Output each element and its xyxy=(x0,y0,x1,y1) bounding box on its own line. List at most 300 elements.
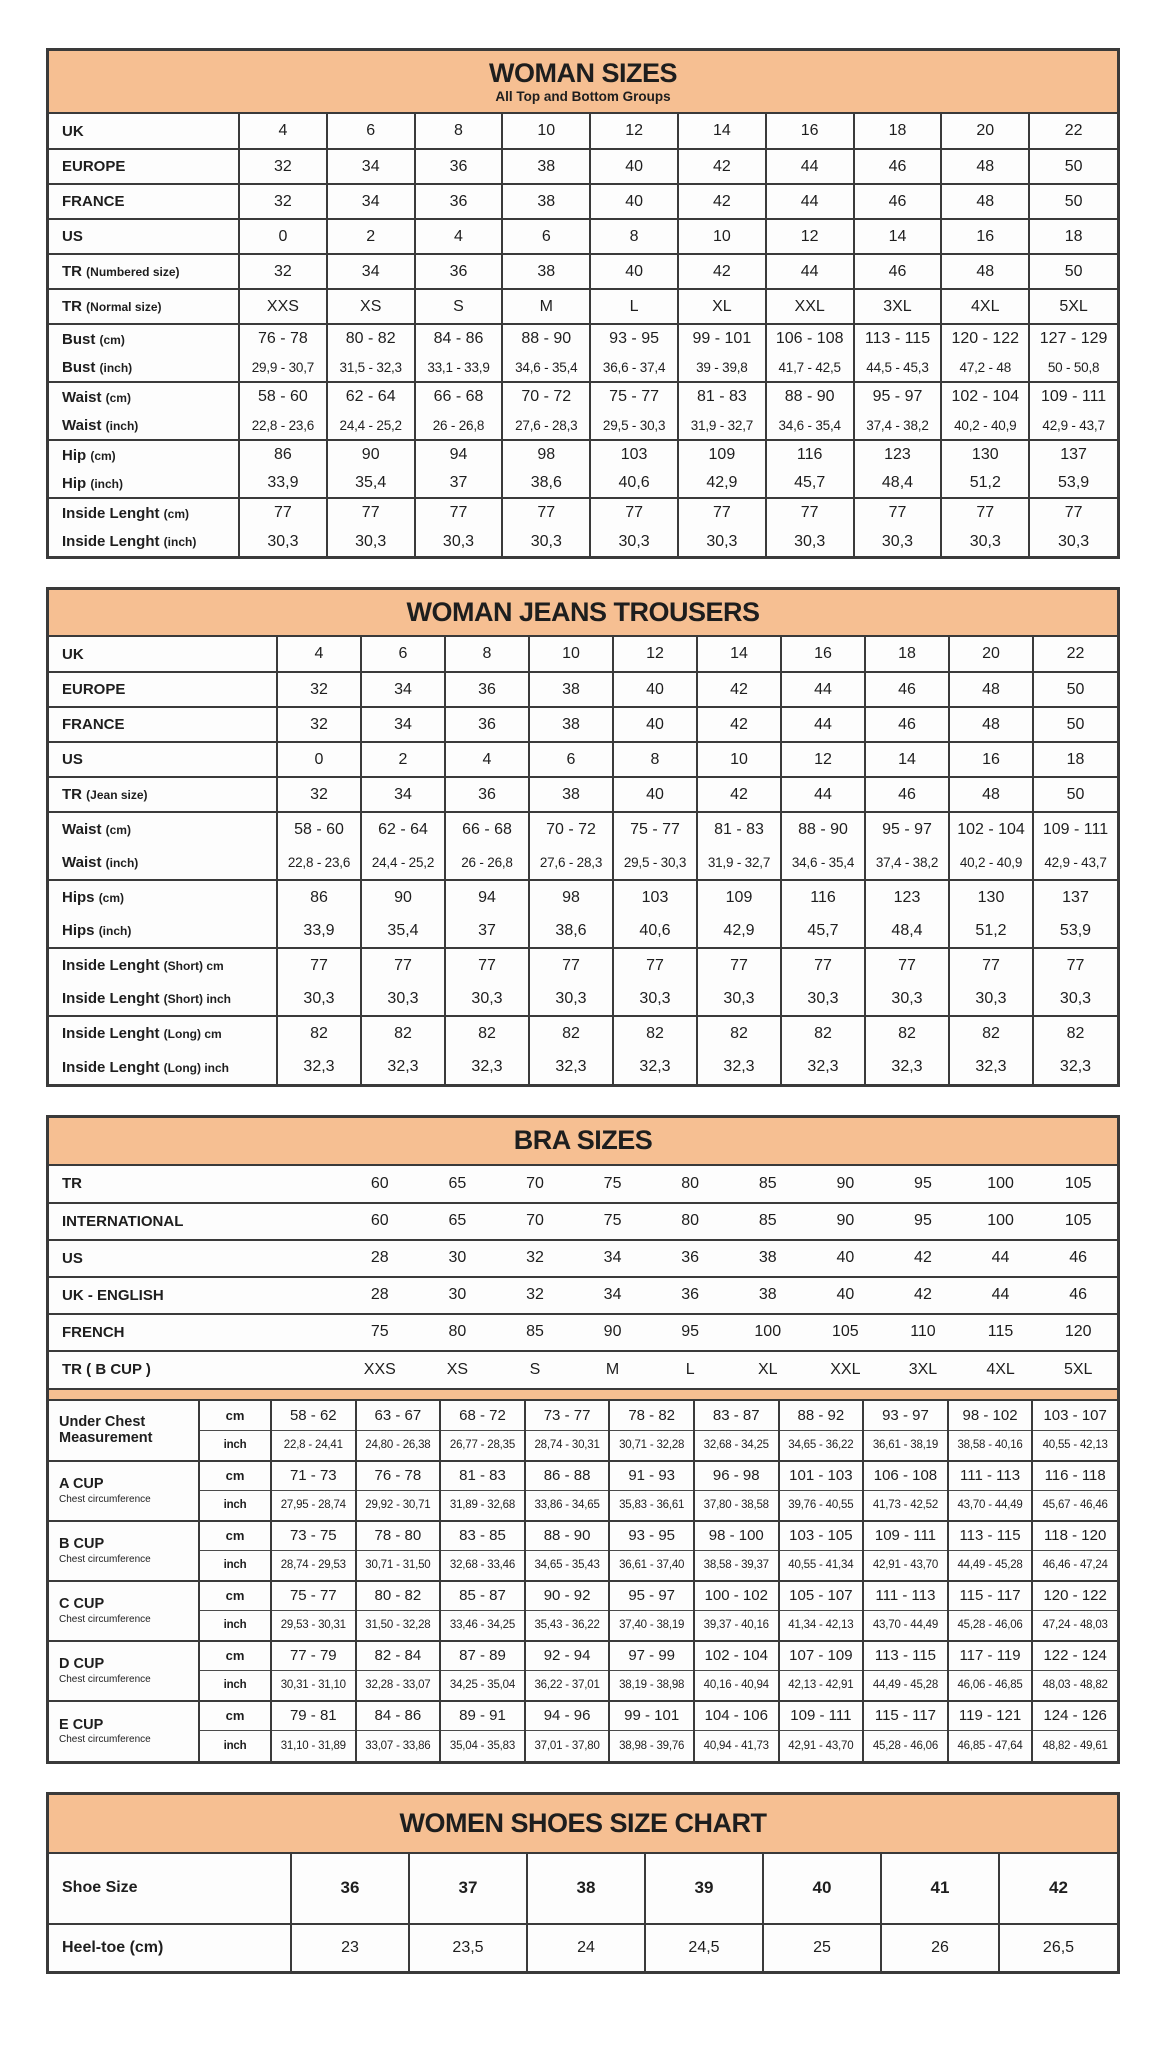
size-value-cell: 30,3 xyxy=(613,982,697,1016)
size-value-cell: 41,73 - 42,52 xyxy=(863,1491,948,1521)
size-value-cell: 77 xyxy=(502,498,590,527)
row-label-main: Waist xyxy=(62,388,102,406)
size-value-cell: 32 xyxy=(277,777,361,812)
row-label-note: (cm) xyxy=(98,891,125,906)
size-value-cell: 100 - 102 xyxy=(694,1581,779,1611)
size-value-cell: 2 xyxy=(361,742,445,777)
row-label-main: TR xyxy=(62,786,82,804)
size-value-cell: 77 xyxy=(1033,948,1117,982)
size-value-cell: S xyxy=(496,1351,574,1388)
size-value-cell: 109 - 111 xyxy=(1033,812,1117,846)
table-row xyxy=(49,498,1117,527)
row-label xyxy=(49,1240,341,1277)
size-value-cell: 124 - 126 xyxy=(1032,1701,1117,1731)
size-value-cell: 3XL xyxy=(884,1351,962,1388)
size-value-cell: 33,1 - 33,9 xyxy=(415,353,503,382)
size-value-cell: 102 - 104 xyxy=(941,382,1029,411)
size-value-cell: 38,19 - 38,98 xyxy=(609,1671,694,1701)
size-value-cell: 30,3 xyxy=(1029,527,1117,556)
cup-label xyxy=(49,1401,199,1461)
size-value-cell: 90 - 92 xyxy=(525,1581,610,1611)
table-row xyxy=(49,1203,1117,1240)
size-value-cell: 18 xyxy=(865,637,949,672)
size-value-cell: 44 xyxy=(781,707,865,742)
size-value-cell: 48 xyxy=(941,184,1029,219)
size-value-cell: 37,40 - 38,19 xyxy=(609,1611,694,1641)
size-value-cell: 73 - 77 xyxy=(525,1401,610,1431)
size-value-cell: 5XL xyxy=(1039,1351,1117,1388)
size-value-cell: 38 xyxy=(502,184,590,219)
size-value-cell: 33,46 - 34,25 xyxy=(440,1611,525,1641)
size-value-cell: 106 - 108 xyxy=(863,1461,948,1491)
cup-label-sub: Chest circumference xyxy=(59,1613,151,1625)
size-value-cell: 36 xyxy=(291,1854,409,1924)
row-label xyxy=(49,1016,277,1050)
table-title: WOMAN SIZES xyxy=(489,58,677,88)
table-row xyxy=(49,469,1117,498)
bra-sizes-section xyxy=(46,1115,1120,1763)
size-value-cell: 32,68 - 33,46 xyxy=(440,1551,525,1581)
row-label xyxy=(49,219,239,254)
row-label xyxy=(49,527,239,556)
size-value-cell: 30,3 xyxy=(781,982,865,1016)
size-value-cell: 109 xyxy=(697,880,781,914)
unit-cell: inch xyxy=(199,1731,271,1761)
row-label xyxy=(49,777,277,812)
size-value-cell: 8 xyxy=(613,742,697,777)
table-row xyxy=(49,353,1117,382)
size-value-cell: 38 xyxy=(527,1854,645,1924)
table-row xyxy=(49,742,1117,777)
size-value-cell: 46 xyxy=(865,777,949,812)
size-value-cell: 12 xyxy=(590,114,678,149)
size-value-cell: 50 xyxy=(1029,149,1117,184)
row-label xyxy=(49,1854,291,1924)
size-value-cell: 130 xyxy=(949,880,1033,914)
size-value-cell: 42 xyxy=(678,254,766,289)
row-label-main: EUROPE xyxy=(62,681,126,699)
size-value-cell: 6 xyxy=(529,742,613,777)
size-value-cell: XXS xyxy=(239,289,327,324)
row-label-main: Waist xyxy=(62,416,102,434)
table-row xyxy=(49,149,1117,184)
size-value-cell: 35,43 - 36,22 xyxy=(525,1611,610,1641)
table-row xyxy=(49,1641,1117,1671)
size-value-cell: 4 xyxy=(415,219,503,254)
row-label-note: (cm) xyxy=(105,823,131,838)
row-label-main: Bust xyxy=(62,358,96,376)
size-value-cell: 24,4 - 25,2 xyxy=(361,846,445,880)
size-value-cell: 32,3 xyxy=(1033,1050,1117,1084)
size-value-cell: 27,6 - 28,3 xyxy=(529,846,613,880)
row-label-note: (Numbered size) xyxy=(86,265,180,280)
table-row xyxy=(49,1461,1117,1491)
size-value-cell: 31,5 - 32,3 xyxy=(327,353,415,382)
row-label-note: (Jean size) xyxy=(86,788,148,803)
size-value-cell: 32,3 xyxy=(277,1050,361,1084)
cup-label-sub: Chest circumference xyxy=(59,1673,151,1685)
size-value-cell: 46,06 - 46,85 xyxy=(948,1671,1033,1701)
size-value-cell: 44 xyxy=(766,149,854,184)
size-value-cell: 4 xyxy=(445,742,529,777)
size-value-cell: 120 - 122 xyxy=(1032,1581,1117,1611)
row-label-main: Inside Lenght xyxy=(62,1025,160,1043)
size-value-cell: 98 xyxy=(529,880,613,914)
size-value-cell: 20 xyxy=(949,637,1033,672)
table-title: WOMAN JEANS TROUSERS xyxy=(406,597,760,628)
size-value-cell: 29,9 - 30,7 xyxy=(239,353,327,382)
size-value-cell: 40 xyxy=(613,777,697,812)
size-value-cell: 18 xyxy=(854,114,942,149)
size-value-cell: 80 xyxy=(681,1174,700,1192)
size-value-cell: 100 xyxy=(987,1174,1014,1192)
row-label-main: FRANCE xyxy=(62,193,125,211)
size-value-cell: 25 xyxy=(763,1924,881,1971)
size-value-cell: 45,67 - 46,46 xyxy=(1032,1491,1117,1521)
size-value-cell: 39 - 39,8 xyxy=(678,353,766,382)
size-value-cell: 58 - 62 xyxy=(271,1401,356,1431)
cup-label-main: C CUP xyxy=(59,1596,105,1613)
size-value-cell: 88 - 90 xyxy=(781,812,865,846)
size-value-cell: 98 - 100 xyxy=(694,1521,779,1551)
size-value-cell: 46,46 - 47,24 xyxy=(1032,1551,1117,1581)
size-value-cell: 22 xyxy=(1033,637,1117,672)
size-value-cell: 93 - 95 xyxy=(609,1521,694,1551)
size-value-cell: 48 xyxy=(949,777,1033,812)
size-value-cell: 29,53 - 30,31 xyxy=(271,1611,356,1641)
size-value-cell: 40 xyxy=(613,707,697,742)
size-value-cell: 30,3 xyxy=(361,982,445,1016)
table-row xyxy=(49,1491,1117,1521)
size-value-cell: 81 - 83 xyxy=(697,812,781,846)
size-value-cell: 0 xyxy=(239,219,327,254)
size-value-cell: 80 - 82 xyxy=(327,324,415,353)
size-value-cell: 33,07 - 33,86 xyxy=(356,1731,441,1761)
size-value-cell: 77 xyxy=(781,948,865,982)
size-value-cell: 101 - 103 xyxy=(779,1461,864,1491)
size-value-cell: 94 - 96 xyxy=(525,1701,610,1731)
table-row xyxy=(49,1314,1117,1351)
size-value-cell: 32,68 - 34,25 xyxy=(694,1431,779,1461)
size-value-cell: 80 - 82 xyxy=(356,1581,441,1611)
size-value-cell: 65 xyxy=(448,1174,467,1192)
size-value-cell: 42,9 xyxy=(678,469,766,498)
size-value-cell: 63 - 67 xyxy=(356,1401,441,1431)
size-value-cell: 27,6 - 28,3 xyxy=(502,411,590,440)
size-value-cell: 33,9 xyxy=(277,914,361,948)
row-label-main: UK xyxy=(62,645,84,663)
size-value-cell: 40,16 - 40,94 xyxy=(694,1671,779,1701)
size-value-cell: 75 - 77 xyxy=(590,382,678,411)
table-row xyxy=(49,411,1117,440)
size-value-cell: XS xyxy=(419,1351,497,1388)
size-value-cell: 95 xyxy=(914,1174,932,1192)
row-label-note: (inch) xyxy=(105,418,139,433)
size-value-cell: 88 - 90 xyxy=(502,324,590,353)
table-subtitle: All Top and Bottom Groups xyxy=(495,89,671,105)
table-row xyxy=(49,1611,1117,1641)
table-row xyxy=(49,1016,1117,1050)
size-value-cell: 22 xyxy=(1029,114,1117,149)
row-label xyxy=(49,114,239,149)
woman-sizes-section xyxy=(46,48,1120,559)
row-label-note: (inch) xyxy=(105,856,139,871)
size-value-cell: 68 - 72 xyxy=(440,1401,525,1431)
table-title: BRA SIZES xyxy=(513,1125,653,1156)
size-value-cell: 95 - 97 xyxy=(854,382,942,411)
size-value-cell: 32 xyxy=(239,254,327,289)
row-label-main: UK xyxy=(62,122,84,140)
size-value-cell: 36,6 - 37,4 xyxy=(590,353,678,382)
row-label xyxy=(49,469,239,498)
size-value-cell: 35,4 xyxy=(327,469,415,498)
size-value-cell: 40,2 - 40,9 xyxy=(941,411,1029,440)
size-value-cell: 22,8 - 23,6 xyxy=(239,411,327,440)
size-value-cell: 86 xyxy=(277,880,361,914)
size-value-cell: 50 xyxy=(1029,254,1117,289)
size-value-cell: 77 xyxy=(529,948,613,982)
size-value-cell: 82 xyxy=(361,1016,445,1050)
size-value-cell: 37,80 - 38,58 xyxy=(694,1491,779,1521)
cup-label-main: Under Chest Measurement xyxy=(59,1413,153,1447)
size-value-cell: 44 xyxy=(962,1240,1040,1277)
size-value-cell: 31,50 - 32,28 xyxy=(356,1611,441,1641)
table-title: WOMEN SHOES SIZE CHART xyxy=(399,1807,767,1838)
size-value-cell: 100 xyxy=(962,1203,1040,1240)
shoes-size-section xyxy=(46,1792,1120,1974)
size-value-cell: 34 xyxy=(361,777,445,812)
size-value-cell: 82 xyxy=(613,1016,697,1050)
table-row xyxy=(49,1277,1117,1314)
shoes-size-table xyxy=(49,1854,1117,1971)
table-row xyxy=(49,948,1117,982)
table-row xyxy=(49,1701,1117,1731)
size-value-cell: 36,61 - 37,40 xyxy=(609,1551,694,1581)
table-row xyxy=(49,1671,1117,1701)
row-label xyxy=(49,982,277,1016)
unit-cell: cm xyxy=(199,1701,271,1731)
size-value-cell: 47,24 - 48,03 xyxy=(1032,1611,1117,1641)
size-value-cell: 66 - 68 xyxy=(445,812,529,846)
size-value-cell: 66 - 68 xyxy=(415,382,503,411)
row-label-main: EUROPE xyxy=(62,158,126,176)
row-label-main: Hip xyxy=(62,474,87,492)
size-value-cell: 110 xyxy=(884,1314,962,1351)
size-value-cell: 105 xyxy=(807,1314,885,1351)
size-value-cell: 30,3 xyxy=(949,982,1033,1016)
size-value-cell: 29,5 - 30,3 xyxy=(590,411,678,440)
size-value-cell: 31,89 - 32,68 xyxy=(440,1491,525,1521)
row-label xyxy=(49,1203,341,1240)
row-label xyxy=(49,149,239,184)
size-value-cell: 38,6 xyxy=(502,469,590,498)
table-row xyxy=(49,637,1117,672)
size-value-cell: 16 xyxy=(781,637,865,672)
size-value-cell: L xyxy=(651,1351,729,1388)
size-value-cell: 85 xyxy=(758,1174,777,1192)
size-value-cell: 82 xyxy=(1033,1016,1117,1050)
row-label xyxy=(49,637,277,672)
size-value-cell: 77 xyxy=(239,498,327,527)
size-value-cell: XXS xyxy=(341,1351,419,1388)
row-label-main: Bust xyxy=(62,330,96,348)
size-value-cell: 34 xyxy=(574,1240,652,1277)
size-value-cell: 36 xyxy=(415,149,503,184)
table-row xyxy=(49,707,1117,742)
table-row xyxy=(49,440,1117,469)
size-value-cell: 90 xyxy=(327,440,415,469)
row-label xyxy=(49,914,277,948)
size-value-cell: 107 - 109 xyxy=(779,1641,864,1671)
size-value-cell: 99 - 101 xyxy=(678,324,766,353)
size-value-cell: 75 - 77 xyxy=(613,812,697,846)
size-value-cell: 77 xyxy=(327,498,415,527)
row-label-main: Inside Lenght xyxy=(62,990,160,1008)
row-label-main: Waist xyxy=(62,821,102,839)
size-value-cell: 82 xyxy=(781,1016,865,1050)
table-row xyxy=(49,1240,1117,1277)
row-label-note: (cm) xyxy=(105,390,131,405)
jeans-title-band xyxy=(49,590,1117,637)
size-value-cell: 77 xyxy=(361,948,445,982)
size-value-cell: 84 - 86 xyxy=(415,324,503,353)
size-value-cell: 28,74 - 29,53 xyxy=(271,1551,356,1581)
bra-divider-band xyxy=(49,1388,1117,1401)
size-value-cell: 31,9 - 32,7 xyxy=(678,411,766,440)
table-row xyxy=(49,1924,1117,1971)
size-value-cell: 34,65 - 35,43 xyxy=(525,1551,610,1581)
size-value-cell: 24,5 xyxy=(645,1924,763,1971)
size-value-cell: 30,3 xyxy=(678,527,766,556)
size-value-cell: 26 - 26,8 xyxy=(415,411,503,440)
row-label-main: Shoe Size xyxy=(62,1879,138,1897)
size-value-cell: 43,70 - 44,49 xyxy=(948,1491,1033,1521)
size-value-cell: 44,5 - 45,3 xyxy=(854,353,942,382)
size-value-cell: 137 xyxy=(1029,440,1117,469)
size-value-cell: 51,2 xyxy=(941,469,1029,498)
row-label xyxy=(49,353,239,382)
size-value-cell: 29,5 - 30,3 xyxy=(613,846,697,880)
size-value-cell: 85 - 87 xyxy=(440,1581,525,1611)
size-value-cell: 40,6 xyxy=(613,914,697,948)
size-value-cell: 36,61 - 38,19 xyxy=(863,1431,948,1461)
size-value-cell: 32,3 xyxy=(445,1050,529,1084)
size-value-cell: 82 xyxy=(697,1016,781,1050)
size-value-cell: 30,3 xyxy=(327,527,415,556)
size-value-cell: 120 xyxy=(1039,1314,1117,1351)
size-value-cell: 20 xyxy=(941,114,1029,149)
size-value-cell: 30,31 - 31,10 xyxy=(271,1671,356,1701)
size-value-cell: 30,3 xyxy=(766,527,854,556)
row-label xyxy=(49,948,277,982)
size-value-cell: 38 xyxy=(729,1277,807,1314)
size-value-cell: 14 xyxy=(854,219,942,254)
unit-cell: cm xyxy=(199,1521,271,1551)
size-value-cell: 38 xyxy=(729,1240,807,1277)
size-value-cell: 47,2 - 48 xyxy=(941,353,1029,382)
size-value-cell: 123 xyxy=(854,440,942,469)
size-value-cell: 34,25 - 35,04 xyxy=(440,1671,525,1701)
table-row xyxy=(49,254,1117,289)
size-value-cell: 4 xyxy=(277,637,361,672)
size-value-cell: 0 xyxy=(277,742,361,777)
size-value-cell: 40,94 - 41,73 xyxy=(694,1731,779,1761)
size-value-cell: XS xyxy=(327,289,415,324)
row-label-main: TR xyxy=(62,1175,82,1193)
size-value-cell: 30,3 xyxy=(445,982,529,1016)
size-value-cell: XXL xyxy=(807,1351,885,1388)
size-value-cell: 75 xyxy=(603,1174,622,1192)
size-value-cell: 24 xyxy=(527,1924,645,1971)
size-value-cell: 94 xyxy=(445,880,529,914)
size-value-cell: 44 xyxy=(766,184,854,219)
size-value-cell: 77 xyxy=(277,948,361,982)
size-value-cell: 12 xyxy=(766,219,854,254)
row-label xyxy=(49,411,239,440)
size-value-cell: 96 - 98 xyxy=(694,1461,779,1491)
size-value-cell: 23,5 xyxy=(409,1924,527,1971)
size-value-cell: 93 - 95 xyxy=(590,324,678,353)
row-label xyxy=(49,1351,341,1388)
size-value-cell: 75 xyxy=(341,1314,419,1351)
row-label xyxy=(49,440,239,469)
size-value-cell: 77 xyxy=(613,948,697,982)
size-value-cell: 32,3 xyxy=(361,1050,445,1084)
size-value-cell: 36 xyxy=(415,184,503,219)
size-value-cell: 80 xyxy=(419,1314,497,1351)
size-value-cell: 115 xyxy=(962,1314,1040,1351)
size-value-cell: 36 xyxy=(445,777,529,812)
size-value-cell: 42 xyxy=(678,184,766,219)
size-value-cell: 51,2 xyxy=(949,914,1033,948)
size-value-cell: 37 xyxy=(415,469,503,498)
size-value-cell: 38,58 - 40,16 xyxy=(948,1431,1033,1461)
size-value-cell: 34 xyxy=(361,707,445,742)
table-row xyxy=(49,777,1117,812)
size-value-cell: 81 - 83 xyxy=(440,1461,525,1491)
size-value-cell: 91 - 93 xyxy=(609,1461,694,1491)
size-value-cell: 34 xyxy=(574,1277,652,1314)
size-value-cell: 43,70 - 44,49 xyxy=(863,1611,948,1641)
size-value-cell: 90 xyxy=(807,1203,885,1240)
size-value-cell: 4XL xyxy=(941,289,1029,324)
size-value-cell: 34,6 - 35,4 xyxy=(766,411,854,440)
size-value-cell: 122 - 124 xyxy=(1032,1641,1117,1671)
row-label-main: Inside Lenght xyxy=(62,504,160,522)
size-value-cell: 16 xyxy=(941,219,1029,254)
cup-label-main: D CUP xyxy=(59,1656,105,1673)
size-value-cell: 30,71 - 31,50 xyxy=(356,1551,441,1581)
size-value-cell: 39,76 - 40,55 xyxy=(779,1491,864,1521)
size-value-cell: 40 xyxy=(590,184,678,219)
size-value-cell: 50 xyxy=(1033,672,1117,707)
size-value-cell: 39,37 - 40,16 xyxy=(694,1611,779,1641)
size-value-cell: 82 xyxy=(865,1016,949,1050)
unit-cell: cm xyxy=(199,1641,271,1671)
size-value-cell: 100 xyxy=(729,1314,807,1351)
size-value-cell: 111 - 113 xyxy=(863,1581,948,1611)
size-value-cell: 44,49 - 45,28 xyxy=(863,1671,948,1701)
size-value-cell: 38,98 - 39,76 xyxy=(609,1731,694,1761)
size-value-cell: 40,6 xyxy=(590,469,678,498)
size-value-cell: 94 xyxy=(415,440,503,469)
cup-label xyxy=(49,1461,199,1521)
size-value-cell: 62 - 64 xyxy=(327,382,415,411)
size-value-cell: 32 xyxy=(277,707,361,742)
size-value-cell: 32,3 xyxy=(529,1050,613,1084)
row-label-main: TR xyxy=(62,298,82,316)
table-row xyxy=(49,289,1117,324)
